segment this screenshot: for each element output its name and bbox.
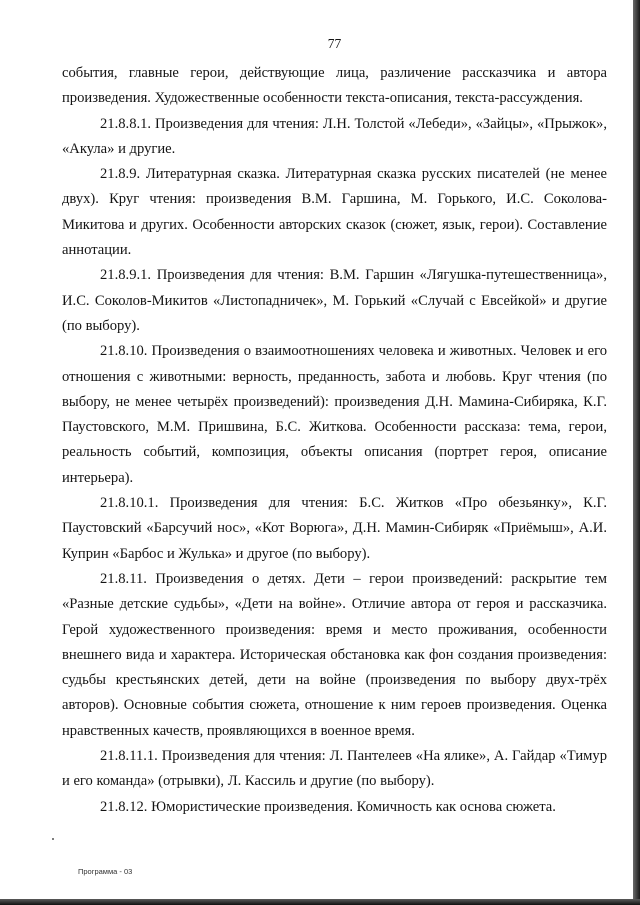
- paragraph: 21.8.12. Юмористические произведения. Комичность как основа сюжета.: [100, 798, 556, 815]
- paragraph: 21.8.10.1. Произведения для чтения: Б.С. Житков «Про обезьянку», К.Г. Паустовский «Барсучий нос», «Кот Ворюга», Д.Н. Мамин-Сибиряк «Приёмыш», А.И. Куприн «Барбос и Жулька» и другое (по выбору).: [62, 495, 607, 562]
- scan-speck: [52, 838, 54, 840]
- paragraph: события, главные герои, действующие лица, различение рассказчика и автора произведения. Художественные особенности текста-описания, текста-рассуждения.: [62, 65, 607, 107]
- paragraph: 21.8.11. Произведения о детях. Дети – герои произведений: раскрытие тем «Разные детские судьбы», «Дети на войне». Отличие автора от героя и рассказчика. Герой художественного произведения: время и место проживания, особенности внешнего вида и характера. Историческая обстановка как фон создания произведения: судьбы крестьянских детей, дети на войне (произведения по выбору двух-трёх авторов). Основные события сюжета, отношение к ним героев произведения. Оценка нравственных качеств, проявляющихся в военное время.: [62, 570, 607, 739]
- paragraph: 21.8.10. Произведения о взаимоотношениях человека и животных. Человек и его отношения с животными: верность, преданность, забота и любовь. Круг чтения (по выбору, не менее четырёх произведений): произведения Д.Н. Мамина-Сибиряка, К.Г. Паустовского, М.М. Пришвина, Б.С. Житкова. Особенности рассказа: тема, герои, реальность событий, композиция, объекты описания (портрет героя, описание интерьера).: [62, 343, 607, 486]
- scan-edge-bottom: [0, 899, 640, 905]
- paragraph: 21.8.11.1. Произведения для чтения: Л. Пантелеев «На ялике», А. Гайдар «Тимур и его команда» (отрывки), Л. Кассиль и другие (по выбору).: [62, 748, 607, 790]
- paragraph: 21.8.9.1. Произведения для чтения: В.М. Гаршин «Лягушка-путешественница», И.С. Соколов-Микитов «Листопадничек», М. Горький «Случай с Евсейкой» и другие (по выбору).: [62, 267, 607, 334]
- scan-edge-right: [633, 0, 640, 905]
- body-text: [62, 61, 607, 820]
- page-number: 77: [327, 36, 342, 51]
- paragraph: 21.8.8.1. Произведения для чтения: Л.Н. Толстой «Лебеди», «Зайцы», «Прыжок», «Акула» и другие.: [62, 115, 607, 157]
- footer-label: Программа - 03: [78, 867, 133, 876]
- paragraph: 21.8.9. Литературная сказка. Литературная сказка русских писателей (не менее двух). Круг чтения: произведения В.М. Гаршина, М. Горького, И.С. Соколова-Микитова и других. Особенности авторских сказок (сюжет, язык, герои). Составление аннотации.: [62, 166, 607, 259]
